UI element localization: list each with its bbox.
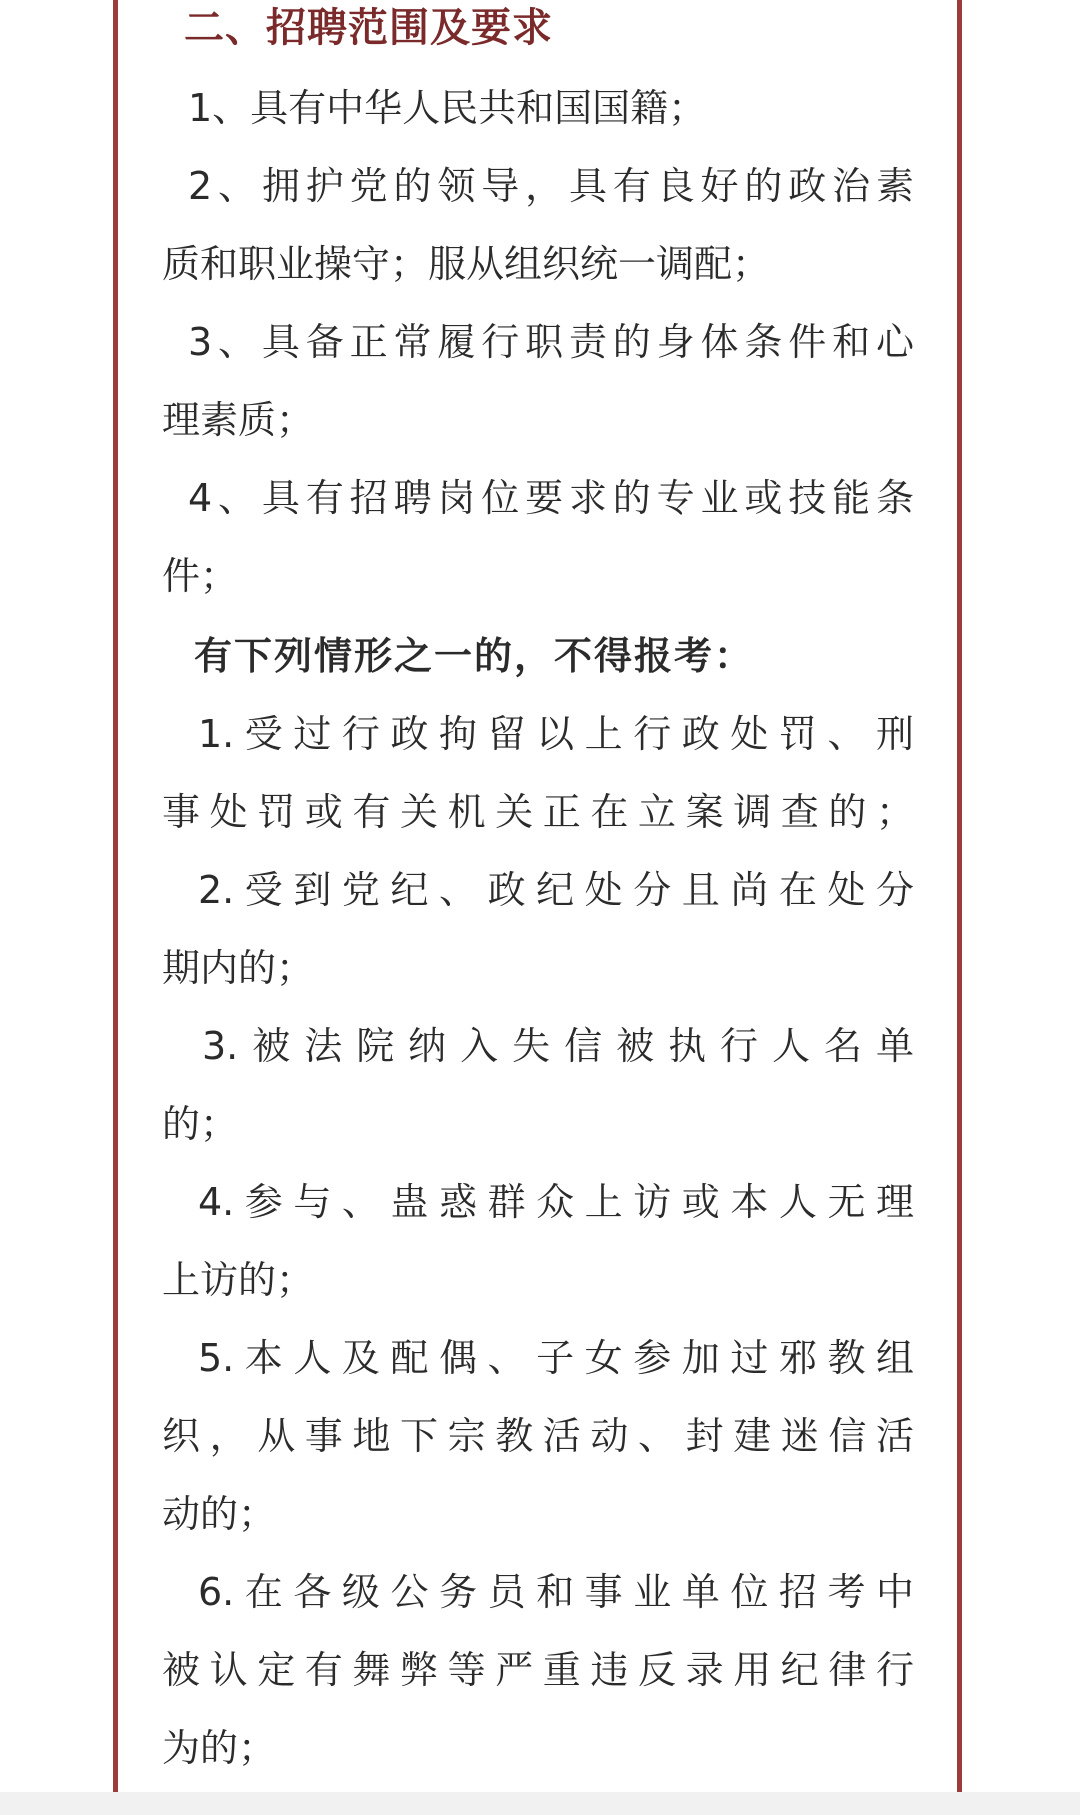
requirement-3-line-1: 3、具备正常履行职责的身体条件和心 — [188, 320, 914, 364]
bottom-edge-strip — [0, 1792, 1080, 1815]
exclusion-1-line-1: 1.受过行政拘留以上行政处罚、刑 — [198, 712, 914, 756]
exclusion-1-line-2: 事处罚或有关机关正在立案调查的； — [162, 790, 914, 834]
requirement-2-line-1: 2、拥护党的领导，具有良好的政治素 — [188, 164, 914, 208]
exclusion-5-line-2: 织，从事地下宗教活动、封建迷信活 — [162, 1414, 914, 1458]
exclusion-5-line-3: 动的； — [162, 1492, 277, 1536]
exclusion-2-line-2: 期内的； — [162, 946, 315, 990]
requirement-3-line-2: 理素质； — [162, 398, 315, 442]
exclusion-4-line-2: 上访的； — [162, 1258, 315, 1302]
requirement-2-line-2: 质和职业操守；服从组织统一调配； — [162, 242, 771, 286]
exclusion-6-line-3: 为的； — [162, 1726, 277, 1770]
exclusion-6-line-2: 被认定有舞弊等严重违反录用纪律行 — [162, 1648, 914, 1692]
exclusion-5-line-1: 5.本人及配偶、子女参加过邪教组 — [198, 1336, 914, 1380]
left-border-rule — [113, 0, 118, 1792]
right-border-rule — [957, 0, 962, 1792]
exclusions-heading: 有下列情形之一的，不得报考： — [194, 634, 755, 678]
exclusion-3-line-1: 3.被法院纳入失信被执行人名单 — [202, 1024, 914, 1068]
exclusion-6-line-1: 6.在各级公务员和事业单位招考中 — [198, 1570, 914, 1614]
section-title: 二、招聘范围及要求 — [184, 5, 553, 51]
exclusion-4-line-1: 4.参与、蛊惑群众上访或本人无理 — [198, 1180, 914, 1224]
requirement-4-line-2: 件； — [162, 554, 239, 598]
exclusion-3-line-2: 的； — [162, 1102, 239, 1146]
exclusion-2-line-1: 2.受到党纪、政纪处分且尚在处分 — [198, 868, 914, 912]
requirement-1-line-1: 1、具有中华人民共和国国籍； — [188, 86, 707, 130]
requirement-4-line-1: 4、具有招聘岗位要求的专业或技能条 — [188, 476, 914, 520]
